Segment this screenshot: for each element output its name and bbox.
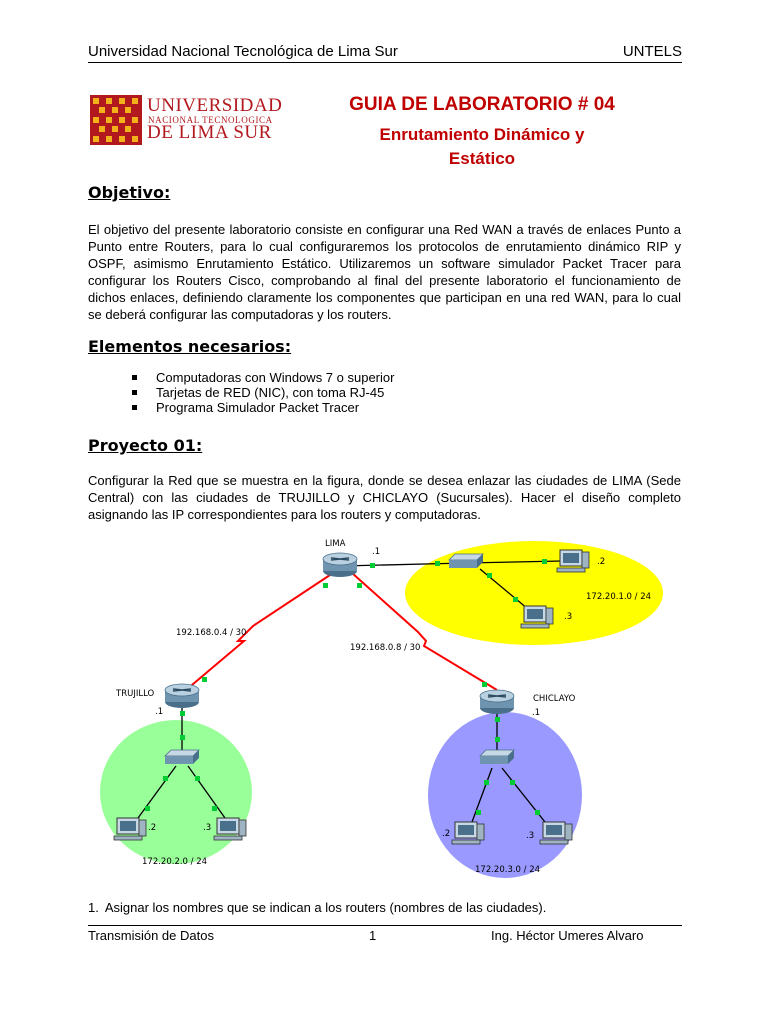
- chiclayo-pc1-label: .2: [442, 829, 451, 839]
- link-left-label: 192.168.0.4 / 30: [176, 628, 247, 638]
- link-right-label: 192.168.0.8 / 30: [350, 643, 421, 653]
- trujillo-pc1-label: .2: [148, 823, 157, 833]
- header-untels: UNTELS: [622, 43, 682, 60]
- step-1: [88, 900, 546, 915]
- chiclayo-net-label: 172.20.3.0 / 24: [475, 865, 541, 875]
- objetivo-text: El objetivo del presente laboratorio consiste en configurar una Red WAN a través de enlaces Punto a Punto entre Routers, para lo cual configuraremos los protocolos de enrutamiento dinámico RIP y OSPF, asimismo Enrutamiento Estático. Utilizaremos un software simulador Packet Tracer para configurar los Routers Cisco, comprobando al final del presente laboratorio el funcionamiento de dichos enlaces, definiendo claramente los componentes que participan en una red WAN, para lo cual se deberá configurar las computadoras y los routers.: [88, 222, 681, 322]
- bullet-icon: [132, 375, 137, 380]
- router-chiclayo-icon: [480, 690, 514, 714]
- switch-lima-icon: [449, 554, 483, 568]
- footer-divider: [88, 925, 682, 926]
- logo-emblem-icon: [90, 95, 142, 145]
- router-lima-icon: [323, 553, 357, 577]
- switch-chiclayo-icon: [480, 750, 514, 764]
- footer-course: Transmisión de Datos: [88, 928, 214, 943]
- chiclayo-lan-zone: [428, 712, 582, 878]
- lab-subtitle: [335, 123, 629, 171]
- router-trujillo-icon: [165, 684, 199, 708]
- objetivo-heading: Objetivo:: [88, 183, 171, 202]
- list-item: Computadoras con Windows 7 o superior: [130, 370, 394, 385]
- lima-ip-label: .1: [372, 547, 381, 557]
- network-diagram: [88, 528, 684, 880]
- footer-author: Ing. Héctor Umeres Alvaro: [491, 928, 644, 943]
- proyecto-text: Configurar la Red que se muestra en la figura, donde se desea enlazar las ciudades de LIMA (Sede Central) con las ciudades de TRUJILLO y CHICLAYO (Sucursales). Hacer el diseño completo asignando las IP correspondientes para los routers y computadoras.: [88, 473, 681, 522]
- elementos-heading: Elementos necesarios:: [88, 337, 292, 356]
- proyecto-heading: Proyecto 01:: [88, 436, 203, 455]
- chiclayo-label: CHICLAYO: [533, 694, 576, 704]
- bullet-icon: [132, 390, 137, 395]
- logo-line3: DE LIMA SUR: [147, 122, 272, 143]
- pc-lima-2-icon: [521, 606, 553, 628]
- university-logo: [90, 95, 290, 145]
- subtitle-line1: Enrutamiento Dinámico y: [379, 125, 585, 144]
- elementos-list: [130, 370, 394, 415]
- header-university: Universidad Nacional Tecnológica de Lima Sur: [88, 43, 398, 60]
- step-number: 1.: [88, 900, 99, 915]
- switch-trujillo-icon: [165, 750, 199, 764]
- lima-label: LIMA: [325, 539, 346, 549]
- step-text: Asignar los nombres que se indican a los routers (nombres de las ciudades).: [104, 900, 547, 915]
- lima-pc1-label: .2: [597, 557, 606, 567]
- lima-net-label: 172.20.1.0 / 24: [586, 592, 652, 602]
- lab-title: GUIA DE LABORATORIO # 04: [349, 94, 615, 115]
- subtitle-line2: Estático: [448, 149, 516, 168]
- trujillo-ip-label: .1: [155, 707, 164, 717]
- footer-page-number: 1: [369, 928, 377, 943]
- logo-line1: UNIVERSIDAD: [147, 95, 283, 116]
- trujillo-lan-zone: [100, 720, 252, 864]
- chiclayo-pc2-label: .3: [526, 831, 535, 841]
- logo-line2: NACIONAL TECNOLOGICA: [148, 115, 273, 125]
- page-header: [88, 40, 682, 63]
- trujillo-label: TRUJILLO: [116, 689, 155, 699]
- pc-trujillo-2-icon: [214, 818, 246, 840]
- pc-lima-1-icon: [557, 550, 589, 572]
- pc-chiclayo-1-icon: [452, 822, 484, 844]
- pc-chiclayo-2-icon: [540, 822, 572, 844]
- chiclayo-ip-label: .1: [532, 708, 541, 718]
- lima-pc2-label: .3: [564, 612, 573, 622]
- trujillo-net-label: 172.20.2.0 / 24: [142, 857, 208, 867]
- list-item: Programa Simulador Packet Tracer: [130, 400, 394, 415]
- bullet-icon: [132, 405, 137, 410]
- trujillo-pc2-label: .3: [203, 823, 212, 833]
- pc-trujillo-1-icon: [114, 818, 146, 840]
- list-item: Tarjetas de RED (NIC), con toma RJ-45: [130, 385, 394, 400]
